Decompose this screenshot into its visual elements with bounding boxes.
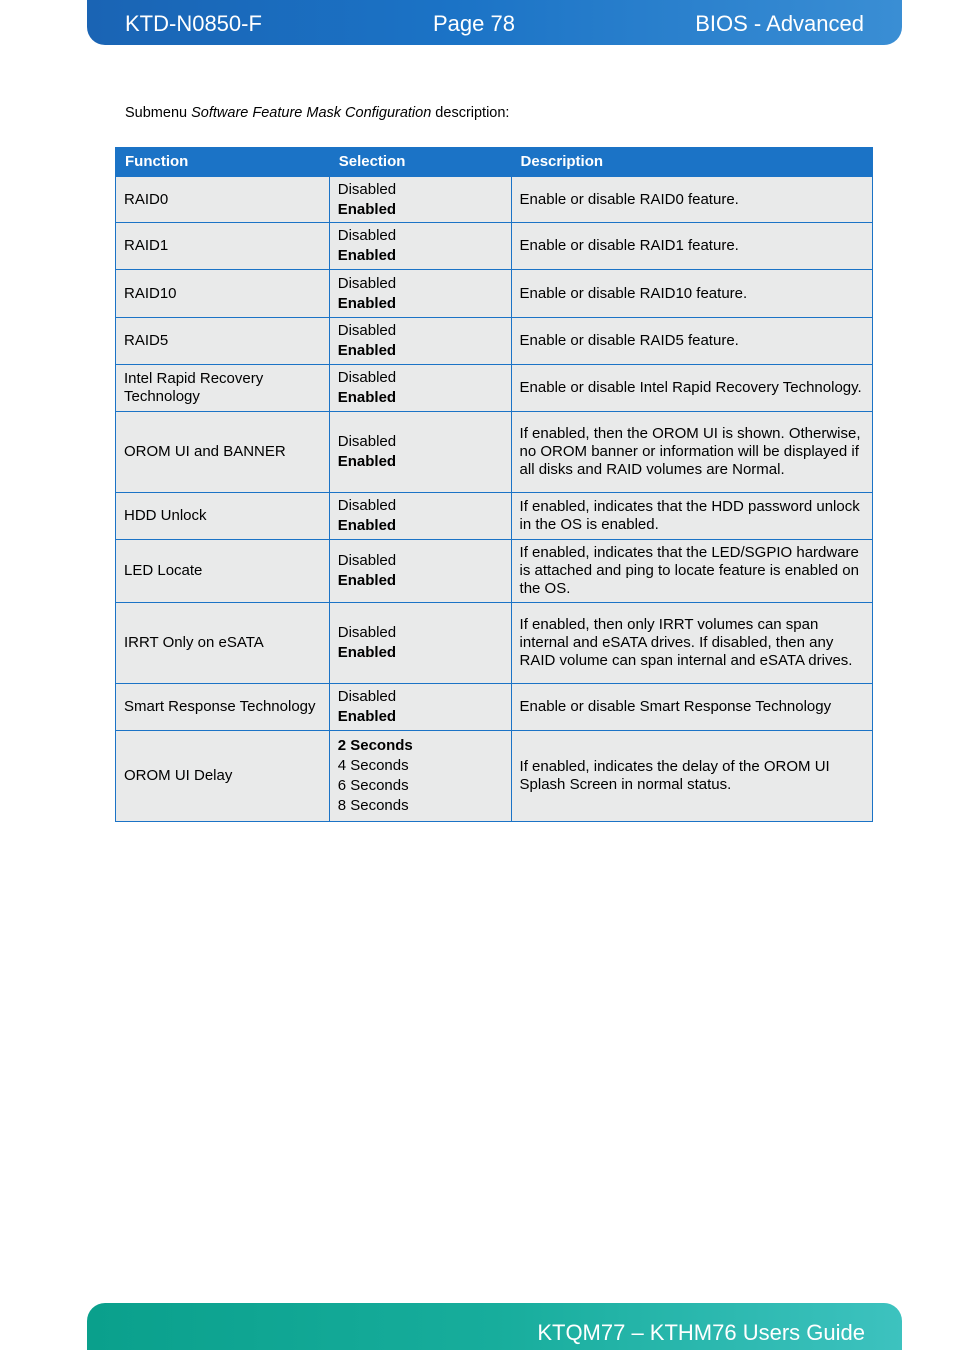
selection-cell [329, 493, 511, 540]
selection-cell [329, 684, 511, 731]
selection-cell [329, 223, 511, 270]
footer-title: KTQM77 – KTHM76 Users Guide [537, 1320, 865, 1345]
header-function: Function [116, 148, 330, 177]
description-cell: If enabled, indicates that the HDD password unlock in the OS is enabled. [511, 493, 872, 540]
function-cell: RAID5 [116, 318, 330, 365]
selection-cell [329, 177, 511, 223]
table-row [116, 540, 873, 603]
function-cell: HDD Unlock [116, 493, 330, 540]
description-cell: Enable or disable RAID10 feature. [511, 270, 872, 318]
table-row [116, 223, 873, 270]
function-cell: Smart Response Technology [116, 684, 330, 731]
selection-cell [329, 318, 511, 365]
table-row [116, 177, 873, 223]
description-cell: Enable or disable RAID0 feature. [511, 177, 872, 223]
default-option: Enabled [337, 644, 397, 661]
default-option: 2 Seconds [337, 737, 413, 754]
table-body [116, 177, 873, 822]
selection-cell [329, 603, 511, 684]
description-cell: If enabled, indicates the delay of the OROM UI Splash Screen in normal status. [511, 731, 872, 822]
default-option: Enabled [337, 200, 397, 218]
option: Disabled [337, 274, 397, 292]
table-header-row [116, 148, 873, 177]
feature-table [115, 147, 873, 822]
option: Disabled [337, 624, 397, 641]
table-row [116, 603, 873, 684]
function-cell: OROM UI and BANNER [116, 412, 330, 493]
page-footer [87, 1303, 902, 1350]
selection-cell [329, 412, 511, 493]
description-cell: Enable or disable Smart Response Technology [511, 684, 872, 731]
intro-prefix: Submenu [125, 105, 192, 121]
option: Disabled [337, 497, 397, 514]
page-number: Page 78 [433, 11, 515, 36]
table-row [116, 684, 873, 731]
description-cell: If enabled, then the OROM UI is shown. Otherwise, no OROM banner or information will be displayed if all disks and RAID volumes are Normal. [511, 412, 872, 493]
option: 8 Seconds [337, 797, 409, 814]
option: 6 Seconds [337, 777, 409, 794]
option: Disabled [337, 180, 397, 198]
function-cell: RAID0 [116, 177, 330, 223]
selection-cell [329, 365, 511, 412]
default-option: Enabled [337, 389, 397, 406]
selection-cell [329, 270, 511, 318]
header-selection: Selection [329, 148, 511, 177]
intro-text [125, 104, 509, 122]
function-cell: LED Locate [116, 540, 330, 603]
selection-cell [329, 731, 511, 822]
default-option: Enabled [337, 453, 397, 470]
doc-code: KTD-N0850-F [125, 11, 262, 36]
default-option: Enabled [337, 294, 397, 312]
table-row [116, 318, 873, 365]
default-option: Enabled [337, 517, 397, 534]
header-description: Description [511, 148, 872, 177]
description-cell: If enabled, then only IRRT volumes can span internal and eSATA drives. If disabled, then any RAID volume can span internal and eSATA drives. [511, 603, 872, 684]
table-row [116, 365, 873, 412]
description-cell: Enable or disable Intel Rapid Recovery Technology. [511, 365, 872, 412]
function-cell: RAID1 [116, 223, 330, 270]
option: Disabled [337, 227, 397, 244]
default-option: Enabled [337, 247, 397, 264]
option: Disabled [337, 322, 397, 339]
option: Disabled [337, 433, 397, 450]
table-row [116, 412, 873, 493]
default-option: Enabled [337, 572, 397, 589]
default-option: Enabled [337, 708, 397, 725]
selection-cell [329, 540, 511, 603]
table-row [116, 270, 873, 318]
submenu-name: Software Feature Mask Configuration [191, 105, 432, 121]
description-cell: Enable or disable RAID1 feature. [511, 223, 872, 270]
page-header [87, 0, 902, 45]
function-cell: OROM UI Delay [116, 731, 330, 822]
description-cell: Enable or disable RAID5 feature. [511, 318, 872, 365]
function-cell: RAID10 [116, 270, 330, 318]
default-option: Enabled [337, 342, 397, 359]
option: Disabled [337, 688, 397, 705]
option: 4 Seconds [337, 757, 409, 774]
option: Disabled [337, 552, 397, 569]
function-cell: IRRT Only on eSATA [116, 603, 330, 684]
function-cell: Intel Rapid Recovery Technology [116, 365, 330, 412]
description-cell: If enabled, indicates that the LED/SGPIO hardware is attached and ping to locate feature is enabled on the OS. [511, 540, 872, 603]
section-title: BIOS - Advanced [695, 11, 864, 36]
table-row [116, 493, 873, 540]
option: Disabled [337, 369, 397, 386]
table-row [116, 731, 873, 822]
intro-suffix: description: [431, 105, 510, 121]
